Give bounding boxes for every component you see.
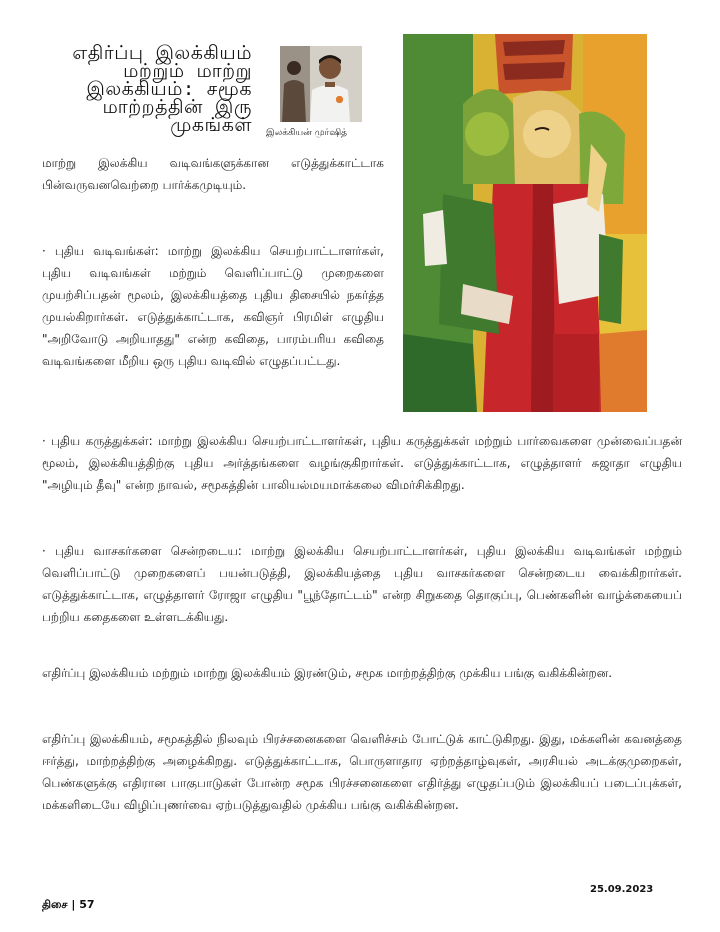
paragraph-new-ideas: · புதிய கருத்துக்கள்: மாற்று இலக்கிய செயற்பாட்டாளர்கள், புதிய கருத்துக்கள் மற்றும் பார்வைகளை முன்வைப்பதன் மூலம், இலக்கியத்திற்கு புதிய அர்த்தங்களை வழங்குகிறார்கள். எடுத்துக்காட்டாக, எழுத்தாளர் சுஜாதா எழுதிய "அழியும் தீவு" என்ற நாவல், சமூகத்தின் பாலியல்மயமாக்கலை விமர்சிக்கிறது. [42, 434, 682, 492]
article-title: எதிர்ப்பு இலக்கியம் மற்றும் மாற்று இலக்கியம்: சமூக மாற்றத்தின் இரு முகங்கள் [72, 42, 252, 136]
paragraph-resistance: எதிர்ப்பு இலக்கியம், சமூகத்தில் நிலவும் பிரச்சனைகளை வெளிச்சம் போட்டுக் காட்டுகிறது. இது, மக்களின் கவனத்தை ஈர்த்து, மாற்றத்திற்கு அழைக்கிறது. எடுத்துக்காட்டாக, பொருளாதார ஏற்றத்தாழ்வுகள், அரசியல் அடக்குமுறைகள், பெண்களுக்கு எதிரான பாகுபாடுகள் போன்ற சமூக பிரச்சனைகளை எதிர்த்து எழுதப்படும் இலக்கியப் படைப்புக்கள், மக்களிடையே விழிப்புணர்வை ஏற்படுத்துவதில் முக்கிய பங்கு வகிக்கின்றன. [42, 732, 682, 812]
artwork-painting-icon [403, 34, 647, 412]
paragraph-both-roles: எதிர்ப்பு இலக்கியம் மற்றும் மாற்று இலக்கியம் இரண்டும், சமூக மாற்றத்திற்கு முக்கிய பங்கு வகிக்கின்றன. [42, 666, 613, 680]
paragraph-new-readers: · புதிய வாசகர்களை சென்றடைய: மாற்று இலக்கிய செயற்பாட்டாளர்கள், புதிய இலக்கிய வடிவங்கள் மற்றும் வெளிப்பாட்டு முறைகளைப் பயன்படுத்தி, இலக்கியத்தை புதிய வாசகர்களை சென்றடைய வைக்கிறார்கள். எடுத்துக்காட்டாக, எழுத்தாளர் ரோஜா எழுதிய "பூந்தோட்டம்" என்ற சிறுகதை தொகுப்பு, பெண்களின் வாழ்க்கையைப் பற்றிய கதைகளை உள்ளடக்கியது. [42, 544, 682, 624]
artwork-painting [403, 34, 647, 412]
page-number: திசை | 57 [42, 898, 95, 911]
paragraph-intro: மாற்று இலக்கிய வடிவங்களுக்கான எடுத்துக்காட்டாக பின்வருவனவெற்றை பார்க்கமுடியும். [42, 156, 384, 192]
issue-date: 25.09.2023 [590, 884, 654, 895]
photo-caption: இலக்கியன் முர்ஷித் [266, 128, 347, 138]
paragraph-new-forms: · புதிய வடிவங்கள்: மாற்று இலக்கிய செயற்பாட்டாளர்கள், புதிய வடிவங்கள் மற்றும் வெளிப்பாட்டு முறைகளை முயற்சிப்பதன் மூலம், இலக்கியத்தை புதிய திசையில் நகர்த்த முயல்கிறார்கள். எடுத்துக்காட்டாக, கவிஞர் பிரமிள் எழுதிய "அறிவோடு அறியாதது" என்ற கவிதை, பாரம்பரிய கவிதை வடிவங்களை மீறிய ஒரு புதிய வடிவில் எழுதப்பட்டது. [42, 244, 384, 368]
author-photo-icon [280, 46, 362, 122]
author-photo [280, 46, 362, 122]
